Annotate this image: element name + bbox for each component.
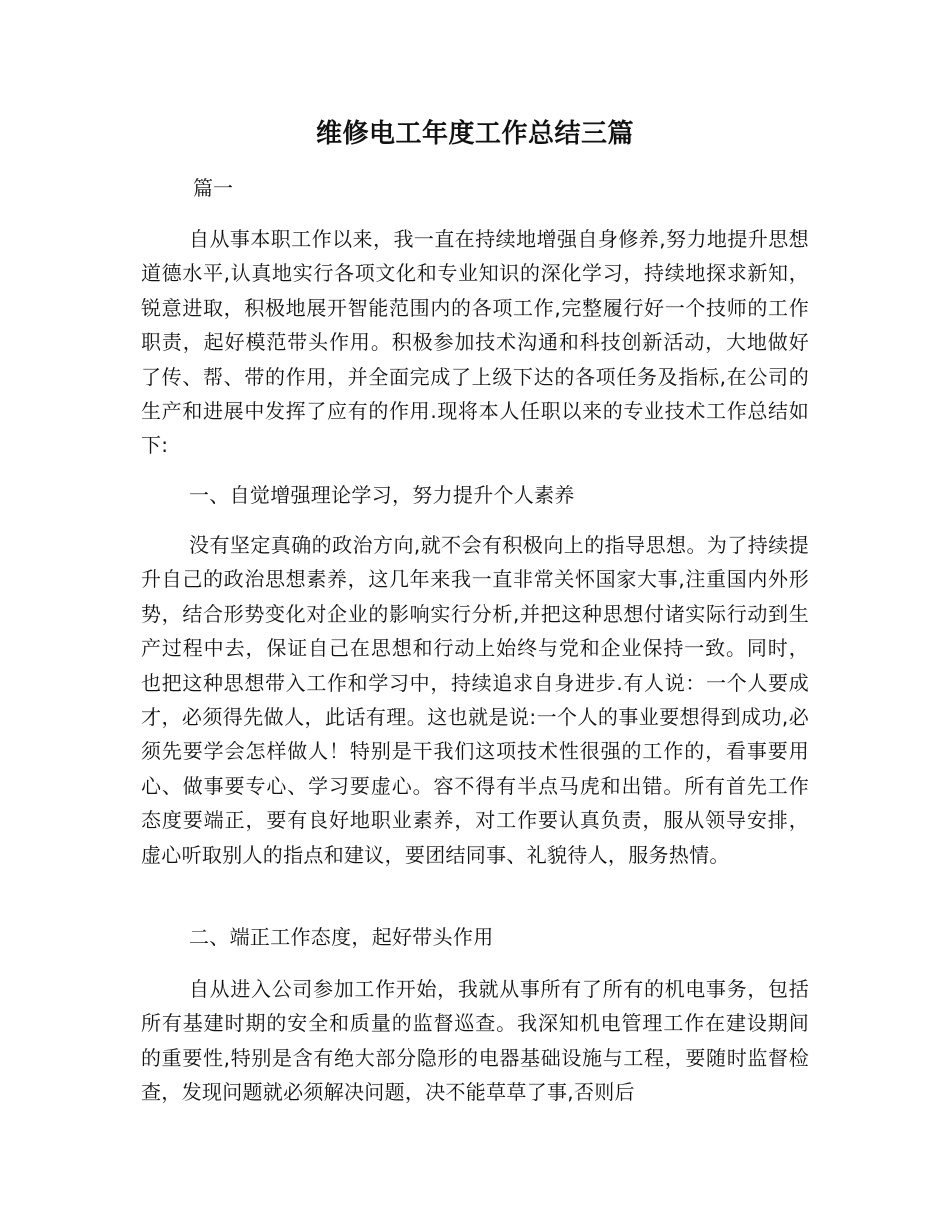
paragraph-section-2: 自从进入公司参加工作开始，我就从事所有了所有的机电事务，包括所有基建时期的安全和质量的监督巡查。我深知机电管理工作在建设期间的重要性,特别是含有绝大部分隐形的电器基础设施与工程，要随时监督检查，发现问题就必须解决问题，决不能草草了事,否则后 [141, 977, 809, 1105]
chapter-label: 篇一 [193, 176, 233, 200]
paragraph-section-1: 没有坚定真确的政治方向,就不会有积极向上的指导思想。为了持续提升自己的政治思想素养，这几年来我一直非常关怀国家大事,注重国内外形势，结合形势变化对企业的影响实行分析,并把这种思想付诸实际行动到生产过程中去，保证自己在思想和行动上始终与党和企业保持一致。同时，也把这种思想带入工作和学习中，持续追求自身进步.有人说：一个人要成才，必须得先做人，此话有理。这也就是说:一个人的事业要想得到成功,必须先要学会怎样做人！特别是干我们这项技术性很强的工作的，看事要用心、做事要专心、学习要虚心。容不得有半点马虎和出错。所有首先工作态度要端正，要有良好地职业素养，对工作要认真负责，服从领导安排，虚心听取别人的指点和建议，要团结同事、礼貌待人，服务热情。 [141, 533, 809, 867]
document-title: 维修电工年度工作总结三篇 [315, 119, 634, 149]
section-heading-2: 二、端正工作态度，起好带头作用 [189, 925, 494, 949]
paragraph-intro: 自从事本职工作以来，我一直在持续地增强自身修养,努力地提升思想道德水平,认真地实行各项文化和专业知识的深化学习，持续地探求新知，锐意进取，积极地展开智能范围内的各项工作,完整履行好一个技师的工作职责，起好模范带头作用。积极参加技术沟通和科技创新活动，大地做好了传、帮、带的作用，并全面完成了上级下达的各项任务及指标,在公司的生产和进展中发挥了应有的作用.现将本人任职以来的专业技术工作总结如下: [141, 227, 809, 458]
section-heading-1: 一、自觉增强理论学习，努力提升个人素养 [189, 483, 575, 507]
